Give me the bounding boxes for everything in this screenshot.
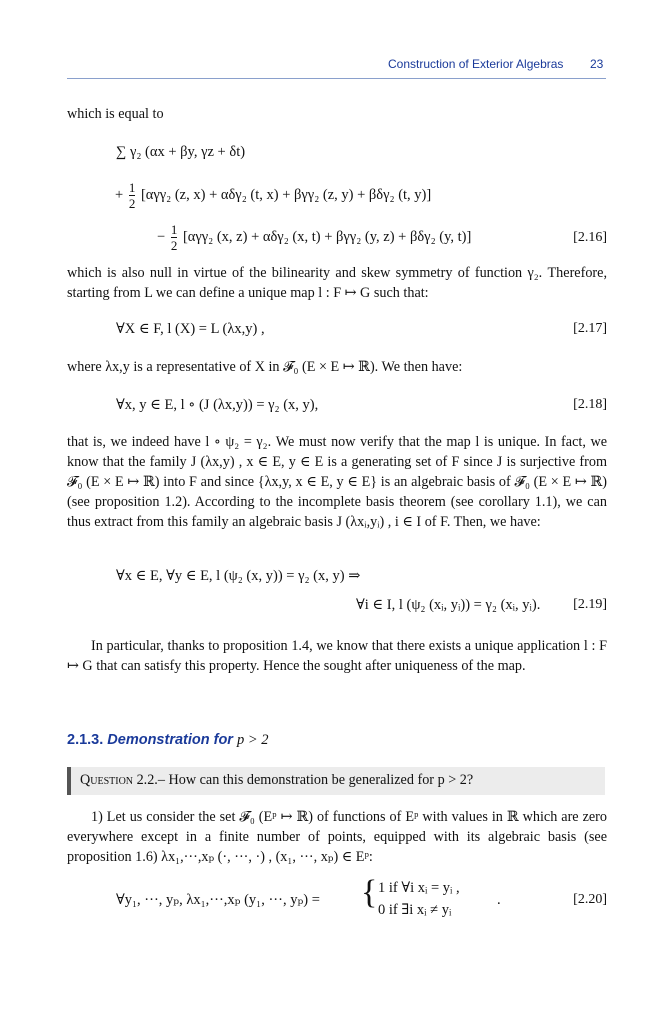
equation-2-20-case1: 1 if ∀i xᵢ = yᵢ , xyxy=(378,880,460,896)
fraction-half: $\frac{1}{2}$ xyxy=(128,180,136,211)
header-rule xyxy=(67,78,606,79)
paragraph-intro: which is equal to xyxy=(67,106,164,122)
page-number: 23 xyxy=(590,57,604,71)
equation-2-20-lhs: ∀y₁, ···, yₚ, λx₁,···,xₚ (y₁, ···, yₚ) = xyxy=(116,892,320,908)
equation-2-20-case2: 0 if ∃i xᵢ ≠ yᵢ xyxy=(378,902,452,918)
equation-2-16-line3: − $\frac{1}{2}$ [αγγ₂ (x, z) + αδγ₂ (x, t) + βγγ₂ (y, z) + βδγ₂ (y, t)] xyxy=(157,222,472,253)
equation-2-19-line1: ∀x ∈ E, ∀y ∈ E, l (ψ₂ (x, y)) = γ₂ (x, y) ⇒ xyxy=(116,568,361,584)
left-brace: { xyxy=(361,874,378,911)
paragraph-bilinearity: which is also null in virtue of the bilinearity and skew symmetry of function γ₂. Therefore, starting from L we can define a unique map l : F ↦ G such that: xyxy=(67,265,607,301)
question-label: Question 2.2.– xyxy=(80,772,165,788)
equation-2-20-end: . xyxy=(497,892,501,908)
minus-sign: − xyxy=(157,228,166,245)
section-math: p > 2 xyxy=(236,732,269,748)
equation-number-2-16: [2.16] xyxy=(573,230,607,245)
paragraph-conclusion: In particular, thanks to proposition 1.4, we know that there exists a unique application l : F ↦ G that can satisfy this property. Hence the sought after uniqueness of the map. xyxy=(67,638,607,674)
running-header-title: Construction of Exterior Algebras xyxy=(388,57,564,71)
equation-2-17: ∀X ∈ F, l (X) = L (λx,y) , xyxy=(116,321,265,337)
section-number: 2.1.3. xyxy=(67,732,104,748)
paragraph-representative: where λx,y is a representative of X in 𝓕₀ (E × E ↦ ℝ). We then have: xyxy=(67,359,463,375)
equation-number-2-18: [2.18] xyxy=(573,397,607,412)
paragraph-set-definition: 1) Let us consider the set 𝓕₀ (Eᵖ ↦ ℝ) of functions of Eᵖ with values in ℝ which are zero everywhere except in a finite number of points, equipped with its algebraic basis (see proposition 1.6) λx₁,···,xₚ (·, ···, ·) , (x₁, ···, xₚ) ∈ Eᵖ: xyxy=(67,809,607,865)
equation-number-2-20: [2.20] xyxy=(573,892,607,907)
equation-2-18: ∀x, y ∈ E, l ∘ (J (λx,y)) = γ₂ (x, y), xyxy=(116,397,319,413)
section-heading xyxy=(67,731,269,749)
equation-2-19-line2: ∀i ∈ I, l (ψ₂ (xᵢ, yᵢ)) = γ₂ (xᵢ, yᵢ). xyxy=(356,597,541,613)
section-title: Demonstration for xyxy=(107,732,233,748)
question-body: How can this demonstration be generalized for p > 2? xyxy=(168,772,474,788)
fraction-half-2: $\frac{1}{2}$ xyxy=(170,222,178,253)
question-text xyxy=(80,772,473,789)
paragraph-uniqueness-proof: that is, we indeed have l ∘ ψ₂ = γ₂. We must now verify that the map l is unique. In fact, we know that the family J (λx,y) , x ∈ E, y ∈ E is a generating set of F since J is surjective from 𝓕₀ (E × E ↦ ℝ) into F and since {λx,y, x ∈ E, y ∈ E} is an algebraic basis of 𝓕₀ (E × E ↦ ℝ) (see proposition 1.2). According to the incomplete basis theorem (see corollary 1.1), we can thus extract from this family an algebraic basis J (λxᵢ,yᵢ) , i ∈ I of F. Then, we have: xyxy=(67,434,607,530)
plus-sign: + xyxy=(115,186,124,203)
equation-number-2-17: [2.17] xyxy=(573,321,607,336)
equation-number-2-19: [2.19] xyxy=(573,597,607,612)
equation-2-16-line2: + $\frac{1}{2}$ [αγγ₂ (z, x) + αδγ₂ (t, x) + βγγ₂ (z, y) + βδγ₂ (t, y)] xyxy=(115,180,432,211)
equation-2-16-line1: ∑ γ₂ (αx + βy, γz + δt) xyxy=(116,144,246,160)
